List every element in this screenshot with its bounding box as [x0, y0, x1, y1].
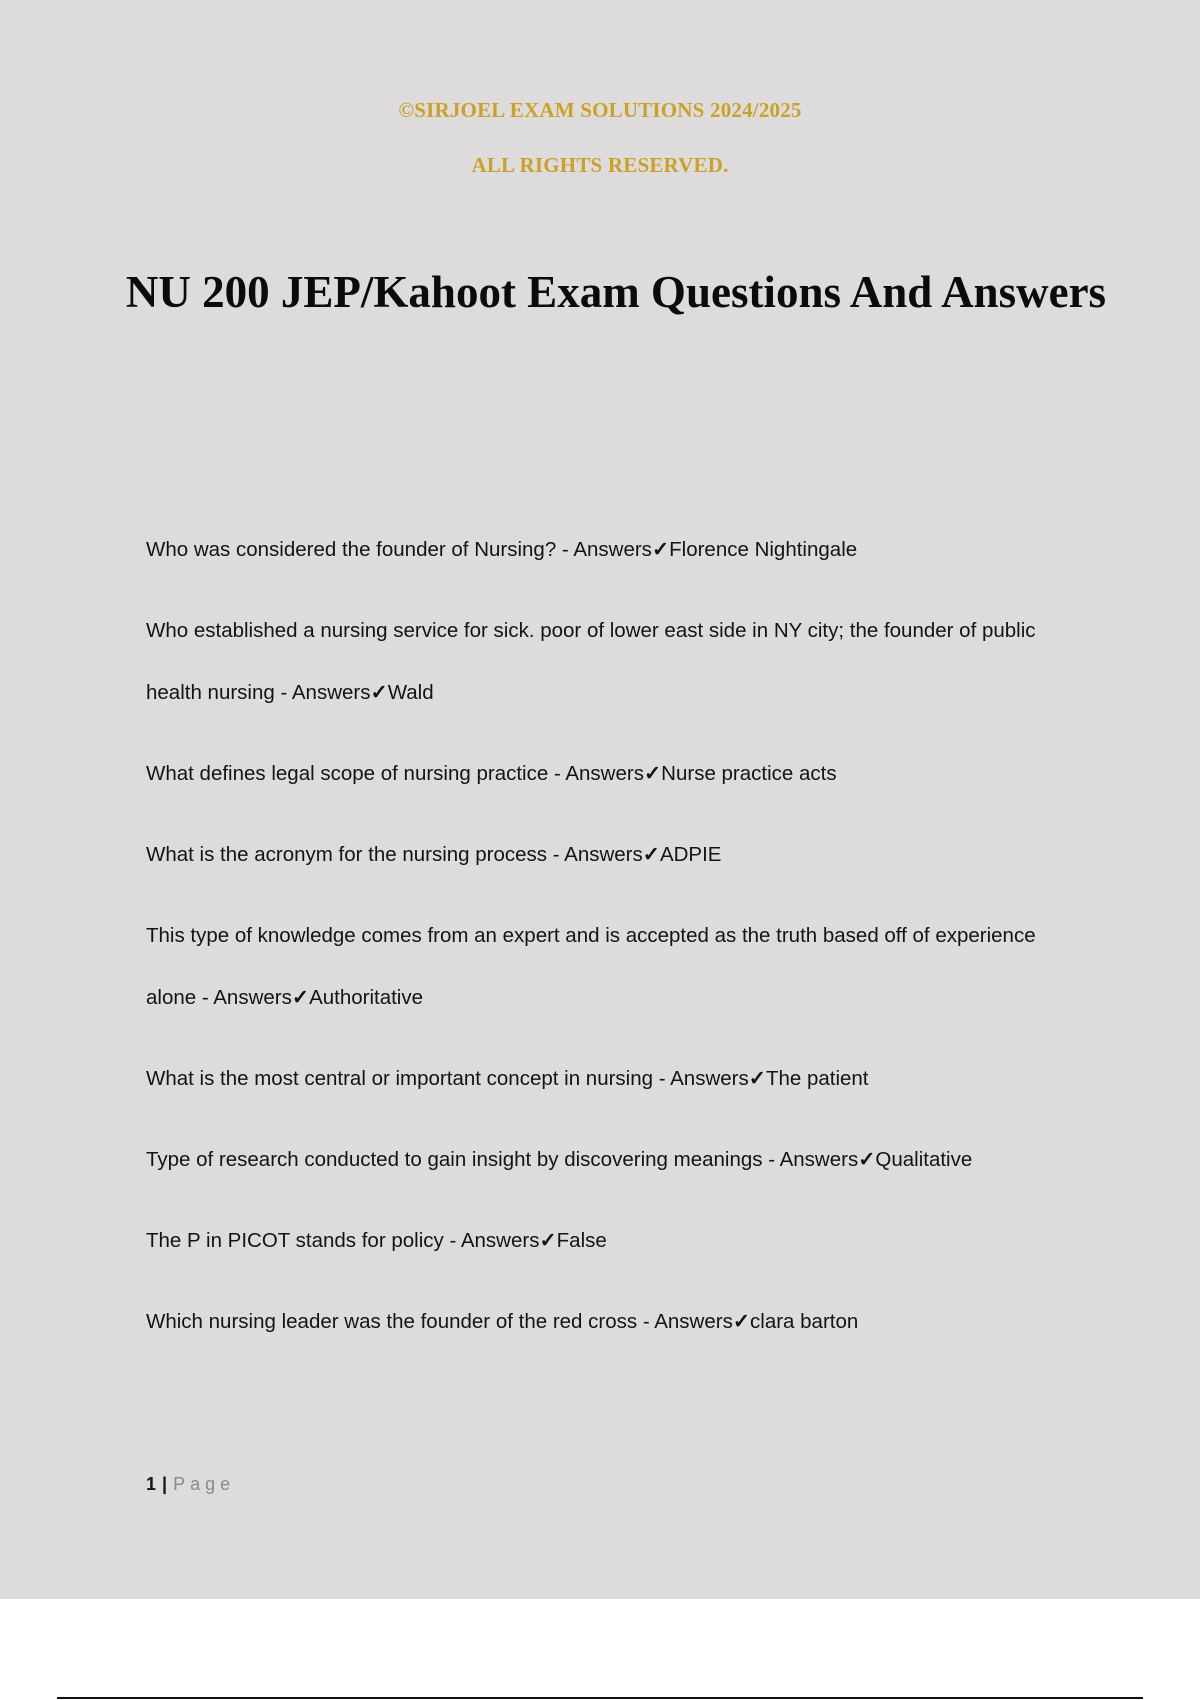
qa-item: [146, 760, 1076, 788]
page-label: Page: [173, 1474, 236, 1494]
answer-text: Qualitative: [875, 1148, 973, 1171]
bottom-divider-line: [57, 1697, 1143, 1699]
check-icon: ✓: [732, 1310, 751, 1333]
question-text: What is the acronym for the nursing process: [146, 843, 548, 866]
copyright-notice: ©SIRJOEL EXAM SOLUTIONS 2024/2025: [398, 98, 802, 122]
question-text: What is the most central or important concept in nursing: [146, 1067, 654, 1090]
check-icon: ✓: [642, 843, 660, 866]
document-title: NU 200 JEP/Kahoot Exam Questions And Answers: [125, 267, 1107, 317]
answer-separator: - Answers: [653, 1067, 749, 1090]
page-divider: |: [162, 1474, 168, 1494]
answer-text: Authoritative: [309, 986, 424, 1009]
answer-text: ADPIE: [659, 843, 722, 866]
answer-text: Nurse practice acts: [661, 762, 837, 785]
answer-separator: - Answers: [274, 681, 371, 704]
qa-item: [146, 1227, 1076, 1255]
answer-text: Florence Nightingale: [669, 538, 858, 561]
question-text: The P in PICOT stands for policy: [146, 1229, 444, 1252]
answer-separator: - Answers: [196, 986, 292, 1009]
qa-item: [146, 1308, 1076, 1336]
check-icon: ✓: [539, 1229, 557, 1252]
question-text: Who was considered the founder of Nursing?: [146, 538, 557, 561]
answer-separator: - Answers: [556, 538, 652, 561]
answer-separator: - Answers: [762, 1148, 859, 1171]
answer-separator: - Answers: [547, 843, 643, 866]
check-icon: ✓: [651, 538, 670, 561]
answer-separator: - Answers: [548, 762, 644, 785]
check-icon: ✓: [858, 1148, 876, 1171]
question-text: Who established a nursing service for sick. poor of lower east side in NY city; the founder of public health nursing: [146, 619, 1036, 704]
question-text: What defines legal scope of nursing practice: [146, 762, 549, 785]
qa-item: [146, 841, 1076, 869]
qa-item: [146, 905, 1076, 1029]
check-icon: ✓: [643, 762, 662, 785]
qa-item: [146, 536, 1076, 564]
answer-text: Wald: [387, 681, 434, 704]
check-icon: ✓: [748, 1067, 766, 1090]
answer-text: False: [556, 1229, 607, 1252]
question-text: This type of knowledge comes from an expert and is accepted as the truth based off of experience alone: [146, 924, 1036, 1009]
answer-text: The patient: [765, 1067, 869, 1090]
answer-text: clara barton: [750, 1310, 859, 1333]
page-number: [146, 1474, 235, 1495]
question-text: Type of research conducted to gain insight by discovering meanings: [146, 1148, 763, 1171]
qa-item: [146, 600, 1076, 724]
page-number-value: 1: [146, 1474, 157, 1494]
check-icon: ✓: [291, 986, 310, 1009]
qa-item: [146, 1146, 1076, 1174]
answer-separator: - Answers: [443, 1229, 540, 1252]
check-icon: ✓: [370, 681, 388, 704]
qa-list: [146, 536, 1076, 1389]
rights-notice: ALL RIGHTS RESERVED.: [471, 153, 729, 177]
qa-item: [146, 1065, 1076, 1093]
answer-separator: - Answers: [637, 1310, 733, 1333]
question-text: Which nursing leader was the founder of the red cross: [146, 1310, 638, 1333]
